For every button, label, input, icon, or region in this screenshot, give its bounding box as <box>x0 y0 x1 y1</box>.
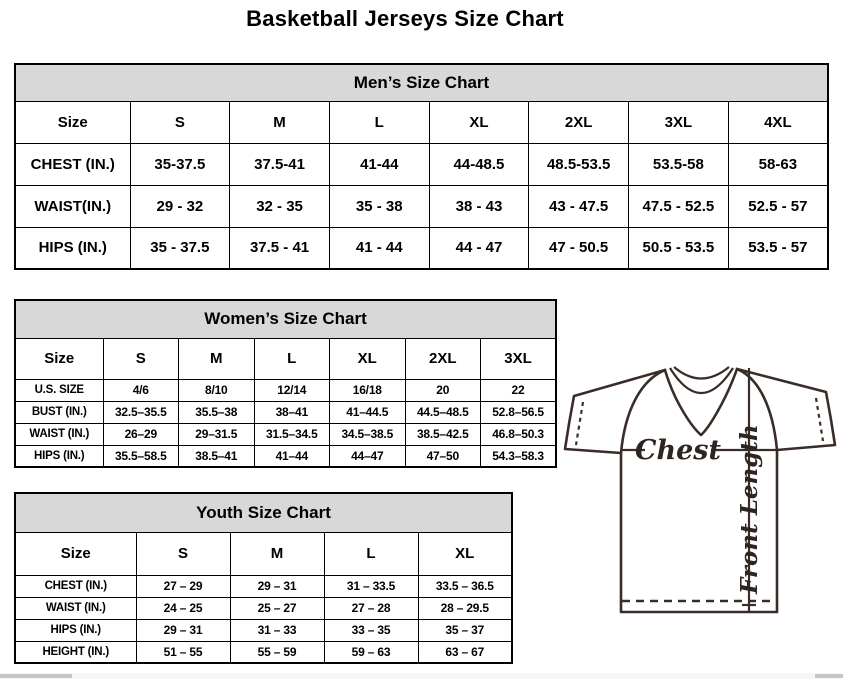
column-header-M: M <box>230 101 330 143</box>
size-value-cell: 44-48.5 <box>429 143 529 185</box>
size-value-cell: 35-37.5 <box>130 143 230 185</box>
column-header-3XL: 3XL <box>629 101 729 143</box>
youth-size-table <box>14 492 513 664</box>
size-value-cell: 52.5 - 57 <box>728 185 828 227</box>
column-header-L: L <box>254 338 330 379</box>
table-row <box>15 619 512 641</box>
size-value-cell: 35.5–38 <box>179 401 255 423</box>
size-value-cell: 12/14 <box>254 379 330 401</box>
mens-size-table <box>14 63 829 270</box>
size-value-cell: 31 – 33 <box>230 619 324 641</box>
men-size-chart-table <box>14 63 829 270</box>
size-value-cell: 44.5–48.5 <box>405 401 481 423</box>
size-value-cell: 29–31.5 <box>179 423 255 445</box>
size-value-cell: 29 – 31 <box>230 575 324 597</box>
size-value-cell: 41-44 <box>329 143 429 185</box>
size-value-cell: 4/6 <box>103 379 179 401</box>
size-value-cell: 33 – 35 <box>324 619 418 641</box>
table-row <box>15 423 556 445</box>
column-header-M: M <box>230 532 324 575</box>
jersey-right-cuff-dashed-line <box>816 398 823 441</box>
size-value-cell: 44 - 47 <box>429 227 529 269</box>
row-label: WAIST(IN.) <box>15 185 130 227</box>
size-value-cell: 43 - 47.5 <box>529 185 629 227</box>
size-value-cell: 37.5-41 <box>230 143 330 185</box>
row-label: HIPS (IN.) <box>15 445 103 467</box>
column-header-S: S <box>103 338 179 379</box>
row-label: CHEST (IN.) <box>15 575 136 597</box>
size-value-cell: 35 - 37.5 <box>130 227 230 269</box>
jersey-left-cuff-dashed-line <box>576 402 583 445</box>
table-row <box>15 445 556 467</box>
front-length-measure-label: Front Length <box>736 424 763 594</box>
size-value-cell: 26–29 <box>103 423 179 445</box>
column-header-row <box>15 532 512 575</box>
column-header-XL: XL <box>330 338 406 379</box>
women-table-header: Women’s Size Chart <box>15 300 556 338</box>
size-value-cell: 47 - 50.5 <box>529 227 629 269</box>
row-label: HIPS (IN.) <box>15 619 136 641</box>
size-value-cell: 28 – 29.5 <box>418 597 512 619</box>
size-value-cell: 32.5–35.5 <box>103 401 179 423</box>
size-value-cell: 20 <box>405 379 481 401</box>
table-row <box>15 575 512 597</box>
size-value-cell: 31 – 33.5 <box>324 575 418 597</box>
column-header-L: L <box>324 532 418 575</box>
column-header-XL: XL <box>418 532 512 575</box>
chest-measure-label: Chest <box>635 435 721 466</box>
page-title: Basketball Jerseys Size Chart <box>246 6 564 31</box>
size-value-cell: 53.5-58 <box>629 143 729 185</box>
youth-size-chart-table <box>14 492 513 664</box>
size-value-cell: 44–47 <box>330 445 406 467</box>
size-value-cell: 33.5 – 36.5 <box>418 575 512 597</box>
size-value-cell: 55 – 59 <box>230 641 324 663</box>
size-column-header: Size <box>15 532 136 575</box>
size-value-cell: 63 – 67 <box>418 641 512 663</box>
size-value-cell: 27 – 28 <box>324 597 418 619</box>
women-size-chart-table <box>14 299 557 468</box>
size-value-cell: 35 - 38 <box>329 185 429 227</box>
size-value-cell: 50.5 - 53.5 <box>629 227 729 269</box>
size-value-cell: 25 – 27 <box>230 597 324 619</box>
column-header-XL: XL <box>429 101 529 143</box>
column-header-row <box>15 338 556 379</box>
size-value-cell: 38.5–42.5 <box>405 423 481 445</box>
table-row <box>15 227 828 269</box>
size-value-cell: 29 – 31 <box>136 619 230 641</box>
size-value-cell: 37.5 - 41 <box>230 227 330 269</box>
row-label: BUST (IN.) <box>15 401 103 423</box>
size-value-cell: 51 – 55 <box>136 641 230 663</box>
row-label: WAIST (IN.) <box>15 423 103 445</box>
size-value-cell: 34.5–38.5 <box>330 423 406 445</box>
scrollbar-thumb-right[interactable] <box>815 674 843 678</box>
size-value-cell: 41–44.5 <box>330 401 406 423</box>
size-value-cell: 16/18 <box>330 379 406 401</box>
size-value-cell: 31.5–34.5 <box>254 423 330 445</box>
row-label: HEIGHT (IN.) <box>15 641 136 663</box>
table-row <box>15 641 512 663</box>
size-column-header: Size <box>15 101 130 143</box>
column-header-3XL: 3XL <box>481 338 557 379</box>
womens-size-table <box>14 299 557 468</box>
table-row <box>15 185 828 227</box>
size-value-cell: 24 – 25 <box>136 597 230 619</box>
size-value-cell: 35 – 37 <box>418 619 512 641</box>
size-value-cell: 35.5–58.5 <box>103 445 179 467</box>
size-value-cell: 41 - 44 <box>329 227 429 269</box>
column-header-M: M <box>179 338 255 379</box>
row-label: CHEST (IN.) <box>15 143 130 185</box>
row-label: U.S. SIZE <box>15 379 103 401</box>
youth-table-header: Youth Size Chart <box>15 493 512 532</box>
size-value-cell: 54.3–58.3 <box>481 445 557 467</box>
size-value-cell: 59 – 63 <box>324 641 418 663</box>
jersey-diagram-svg <box>559 362 841 624</box>
jersey-back-collar <box>674 367 729 379</box>
size-value-cell: 48.5-53.5 <box>529 143 629 185</box>
size-value-cell: 47–50 <box>405 445 481 467</box>
size-value-cell: 27 – 29 <box>136 575 230 597</box>
men-table-header: Men’s Size Chart <box>15 64 828 101</box>
size-value-cell: 22 <box>481 379 557 401</box>
column-header-row <box>15 101 828 143</box>
jersey-measurement-diagram <box>559 362 841 624</box>
column-header-2XL: 2XL <box>529 101 629 143</box>
column-header-L: L <box>329 101 429 143</box>
scrollbar-thumb-left[interactable] <box>0 674 72 678</box>
table-row <box>15 379 556 401</box>
size-value-cell: 38.5–41 <box>179 445 255 467</box>
column-header-S: S <box>130 101 230 143</box>
row-label: WAIST (IN.) <box>15 597 136 619</box>
size-value-cell: 52.8–56.5 <box>481 401 557 423</box>
size-value-cell: 32 - 35 <box>230 185 330 227</box>
table-row <box>15 597 512 619</box>
size-value-cell: 41–44 <box>254 445 330 467</box>
size-value-cell: 46.8–50.3 <box>481 423 557 445</box>
horizontal-scrollbar-track[interactable] <box>0 673 843 679</box>
table-row <box>15 143 828 185</box>
size-value-cell: 8/10 <box>179 379 255 401</box>
table-row <box>15 401 556 423</box>
row-label: HIPS (IN.) <box>15 227 130 269</box>
size-value-cell: 38 - 43 <box>429 185 529 227</box>
size-value-cell: 47.5 - 52.5 <box>629 185 729 227</box>
size-value-cell: 58-63 <box>728 143 828 185</box>
size-value-cell: 53.5 - 57 <box>728 227 828 269</box>
column-header-2XL: 2XL <box>405 338 481 379</box>
column-header-S: S <box>136 532 230 575</box>
size-value-cell: 29 - 32 <box>130 185 230 227</box>
size-value-cell: 38–41 <box>254 401 330 423</box>
size-column-header: Size <box>15 338 103 379</box>
column-header-4XL: 4XL <box>728 101 828 143</box>
